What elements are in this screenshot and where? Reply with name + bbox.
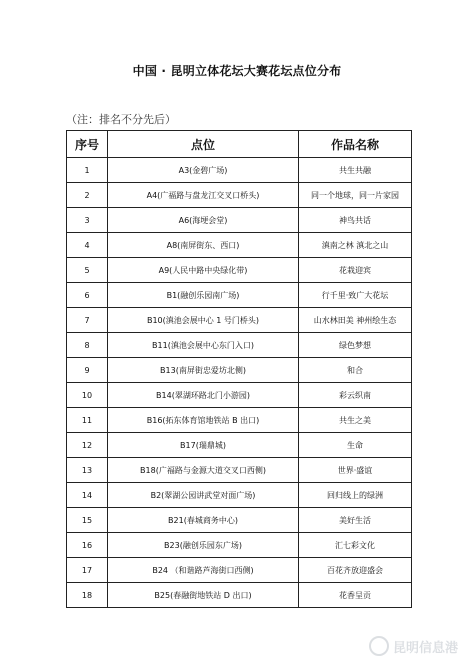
header-location: 点位 bbox=[108, 131, 299, 158]
header-number: 序号 bbox=[67, 131, 108, 158]
table-row bbox=[67, 458, 412, 483]
table-row bbox=[67, 483, 412, 508]
cell-work-name: 回归线上的绿洲 bbox=[299, 483, 412, 508]
cell-location: B25(春融街地铁站 D 出口) bbox=[108, 583, 299, 608]
cell-number: 18 bbox=[67, 583, 108, 608]
cell-work-name: 生命 bbox=[299, 433, 412, 458]
cell-work-name: 共生共融 bbox=[299, 158, 412, 183]
cell-location: B1(融创乐园南广场) bbox=[108, 283, 299, 308]
cell-work-name: 花香呈贡 bbox=[299, 583, 412, 608]
table-row bbox=[67, 208, 412, 233]
cell-location: A4(广福路与盘龙江交叉口桥头) bbox=[108, 183, 299, 208]
cell-work-name: 神鸟共话 bbox=[299, 208, 412, 233]
cell-location: B14(翠湖环路北门小游园) bbox=[108, 383, 299, 408]
flowerbed-location-table bbox=[66, 130, 412, 608]
table-row bbox=[67, 158, 412, 183]
cell-location: B2(翠湖公园讲武堂对面广场) bbox=[108, 483, 299, 508]
table-row bbox=[67, 308, 412, 333]
table-row bbox=[67, 333, 412, 358]
table-row bbox=[67, 358, 412, 383]
cell-location: A8(南屏街东、西口) bbox=[108, 233, 299, 258]
cell-location: B23(融创乐园东广场) bbox=[108, 533, 299, 558]
cell-location: B17(瑞鼎城) bbox=[108, 433, 299, 458]
cell-number: 3 bbox=[67, 208, 108, 233]
cell-number: 5 bbox=[67, 258, 108, 283]
cell-work-name: 共生之美 bbox=[299, 408, 412, 433]
watermark bbox=[369, 636, 458, 656]
cell-work-name: 同一个地球，同一片家园 bbox=[299, 183, 412, 208]
cell-number: 10 bbox=[67, 383, 108, 408]
table-row bbox=[67, 283, 412, 308]
cell-number: 7 bbox=[67, 308, 108, 333]
header-work-name: 作品名称 bbox=[299, 131, 412, 158]
cell-number: 8 bbox=[67, 333, 108, 358]
cell-number: 15 bbox=[67, 508, 108, 533]
ranking-note: （注：排名不分先后） bbox=[66, 113, 176, 126]
table-row bbox=[67, 183, 412, 208]
cell-location: B13(南屏街忠爱坊北侧) bbox=[108, 358, 299, 383]
cell-work-name: 世界·盛谊 bbox=[299, 458, 412, 483]
cell-number: 14 bbox=[67, 483, 108, 508]
cell-number: 4 bbox=[67, 233, 108, 258]
cell-number: 11 bbox=[67, 408, 108, 433]
cell-work-name: 汇七彩文化 bbox=[299, 533, 412, 558]
cell-work-name: 山水林田美 神州绘生态 bbox=[299, 308, 412, 333]
table-body bbox=[67, 158, 412, 608]
table-row bbox=[67, 383, 412, 408]
cell-work-name: 滇南之林 滇北之山 bbox=[299, 233, 412, 258]
cell-work-name: 行千里·致广大花坛 bbox=[299, 283, 412, 308]
table-row bbox=[67, 558, 412, 583]
cell-location: A6(海埂会堂) bbox=[108, 208, 299, 233]
watermark-text: 昆明信息港 bbox=[392, 640, 458, 656]
cell-work-name: 美好生活 bbox=[299, 508, 412, 533]
cell-work-name: 花栽迎宾 bbox=[299, 258, 412, 283]
table-row bbox=[67, 233, 412, 258]
table-row bbox=[67, 433, 412, 458]
cell-number: 17 bbox=[67, 558, 108, 583]
cell-number: 16 bbox=[67, 533, 108, 558]
cell-location: B18(广福路与金源大道交叉口西侧) bbox=[108, 458, 299, 483]
table-row bbox=[67, 258, 412, 283]
cell-number: 6 bbox=[67, 283, 108, 308]
table-row bbox=[67, 583, 412, 608]
page-title: 中国 · 昆明立体花坛大赛花坛点位分布 bbox=[132, 64, 342, 78]
table-row bbox=[67, 508, 412, 533]
cell-work-name: 百花齐放迎盛会 bbox=[299, 558, 412, 583]
kunming-info-logo-icon bbox=[369, 636, 389, 656]
cell-location: B16(拓东体育馆地铁站 B 出口) bbox=[108, 408, 299, 433]
table-row bbox=[67, 533, 412, 558]
table-header-row bbox=[67, 131, 412, 158]
cell-work-name: 彩云织南 bbox=[299, 383, 412, 408]
cell-location: B24 （和谐路芦海街口西侧) bbox=[108, 558, 299, 583]
cell-work-name: 和合 bbox=[299, 358, 412, 383]
cell-location: B11(滇池会展中心东门入口) bbox=[108, 333, 299, 358]
table-row bbox=[67, 408, 412, 433]
cell-work-name: 绿色梦想 bbox=[299, 333, 412, 358]
cell-location: A9(人民中路中央绿化带) bbox=[108, 258, 299, 283]
cell-location: A3(金碧广场) bbox=[108, 158, 299, 183]
cell-location: B10(滇池会展中心 1 号门桥头) bbox=[108, 308, 299, 333]
cell-number: 13 bbox=[67, 458, 108, 483]
cell-number: 12 bbox=[67, 433, 108, 458]
cell-number: 2 bbox=[67, 183, 108, 208]
cell-location: B21(春城商务中心) bbox=[108, 508, 299, 533]
cell-number: 1 bbox=[67, 158, 108, 183]
cell-number: 9 bbox=[67, 358, 108, 383]
